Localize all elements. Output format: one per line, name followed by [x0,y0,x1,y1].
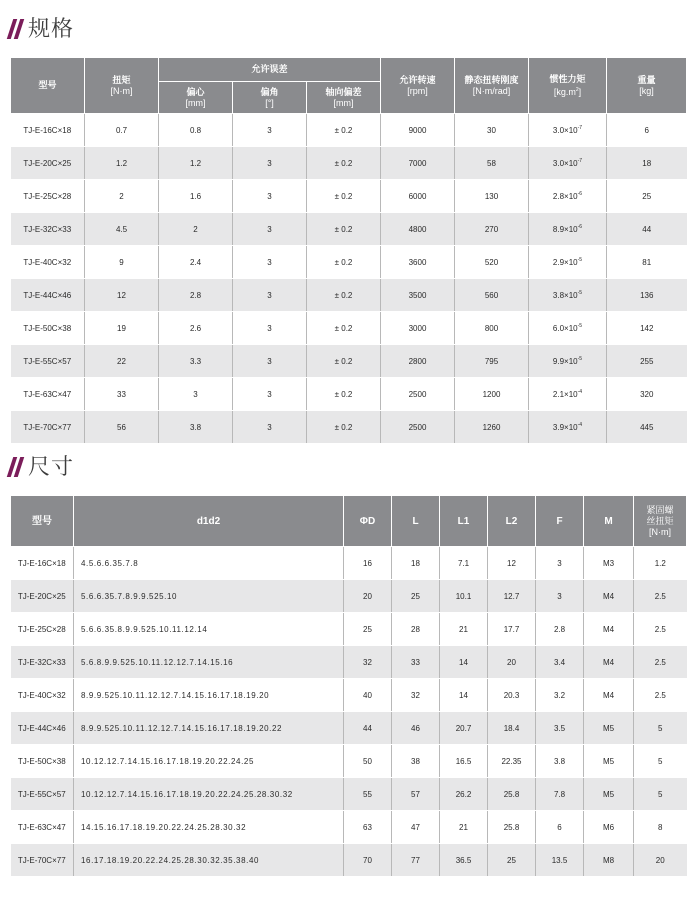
inertia-exponent: -5 [577,257,583,263]
inertia-cell [529,180,607,213]
offset-cell: 2.8 [159,279,233,312]
inertia-cell [529,312,607,345]
weight-cell: 320 [607,378,687,411]
angle-cell: 3 [233,180,307,213]
header-d1d2: d1d2 [74,496,344,547]
model-cell: TJ-E-16C×18 [11,114,85,147]
inertia-cell [529,213,607,246]
f-cell: 3.4 [536,646,584,679]
table-row [11,147,687,180]
offset-cell: 3.3 [159,345,233,378]
header-l1: L1 [440,496,488,547]
f-cell: 6 [536,811,584,844]
length-cell: 18 [392,547,440,580]
angle-cell: 3 [233,114,307,147]
model-cell: TJ-E-70C×77 [11,844,74,877]
f-cell: 3.2 [536,679,584,712]
model-cell: TJ-E-16C×18 [11,547,74,580]
spec-title-text: 规格 [28,17,75,42]
f-cell: 3.8 [536,745,584,778]
weight-cell: 44 [607,213,687,246]
header-l2: L2 [488,496,536,547]
weight-cell: 136 [607,279,687,312]
model-cell: TJ-E-25C×28 [11,180,85,213]
axial-cell: ± 0.2 [307,312,381,345]
length-cell: 77 [392,844,440,877]
stiffness-cell: 520 [455,246,529,279]
inertia-value: 3.0×10 [552,159,578,168]
f-cell: 7.8 [536,778,584,811]
angle-cell: 3 [233,312,307,345]
header-weight: 重量 [kg] [607,58,687,114]
axial-cell: ± 0.2 [307,114,381,147]
axial-cell: ± 0.2 [307,345,381,378]
offset-cell: 2.6 [159,312,233,345]
screw-size-cell: M4 [584,580,634,613]
stiffness-cell: 1260 [455,411,529,444]
stiffness-cell: 800 [455,312,529,345]
weight-cell: 25 [607,180,687,213]
l2-cell: 22.35 [488,745,536,778]
outer-diameter-cell: 32 [344,646,392,679]
model-cell: TJ-E-20C×25 [11,580,74,613]
angle-cell: 3 [233,411,307,444]
bore-sizes-cell: 10.12.12.7.14.15.16.17.18.19.20.22.24.25.28.30.32 [74,778,344,811]
angle-cell: 3 [233,345,307,378]
inertia-exponent: -5 [577,290,583,296]
offset-cell: 2 [159,213,233,246]
l2-cell: 18.4 [488,712,536,745]
l2-cell: 25.8 [488,778,536,811]
angle-cell: 3 [233,213,307,246]
length-cell: 57 [392,778,440,811]
screw-size-cell: M4 [584,646,634,679]
inertia-value: 2.8×10 [552,192,578,201]
header-offset: 偏心 [mm] [159,82,233,114]
stiffness-cell: 270 [455,213,529,246]
dim-section-title [10,450,74,481]
table-row [11,279,687,312]
outer-diameter-cell: 63 [344,811,392,844]
bore-sizes-cell: 8.9.9.525.10.11.12.12.7.14.15.16.17.18.19.20 [74,679,344,712]
torque-cell: 0.7 [85,114,159,147]
length-cell: 28 [392,613,440,646]
f-cell: 3 [536,547,584,580]
l1-cell: 14 [440,679,488,712]
inertia-cell [529,147,607,180]
screw-size-cell: M5 [584,712,634,745]
axial-cell: ± 0.2 [307,180,381,213]
torque-cell: 19 [85,312,159,345]
screw-size-cell: M3 [584,547,634,580]
l1-cell: 21 [440,811,488,844]
model-cell: TJ-E-50C×38 [11,312,85,345]
inertia-exponent: -6 [577,191,583,197]
outer-diameter-cell: 70 [344,844,392,877]
table-row [11,547,687,580]
inertia-exponent: -7 [577,158,583,164]
l1-cell: 10.1 [440,580,488,613]
outer-diameter-cell: 16 [344,547,392,580]
bore-sizes-cell: 8.9.9.525.10.11.12.12.7.14.15.16.17.18.19.20.22 [74,712,344,745]
model-cell: TJ-E-63C×47 [11,378,85,411]
length-cell: 25 [392,580,440,613]
torque-cell: 9 [85,246,159,279]
inertia-value: 8.9×10 [552,225,578,234]
outer-diameter-cell: 50 [344,745,392,778]
header-tightening-torque: 紧固螺 丝扭矩 [N·m] [634,496,687,547]
inertia-cell [529,411,607,444]
offset-cell: 2.4 [159,246,233,279]
table-row [11,646,687,679]
bore-sizes-cell: 16.17.18.19.20.22.24.25.28.30.32.35.38.40 [74,844,344,877]
f-cell: 13.5 [536,844,584,877]
inertia-value: 3.9×10 [552,423,578,432]
torque-cell: 12 [85,279,159,312]
speed-cell: 4800 [381,213,455,246]
tightening-torque-cell: 5 [634,778,687,811]
weight-cell: 18 [607,147,687,180]
model-cell: TJ-E-55C×57 [11,345,85,378]
l2-cell: 25 [488,844,536,877]
offset-cell: 3 [159,378,233,411]
table-row [11,745,687,778]
l1-cell: 20.7 [440,712,488,745]
model-cell: TJ-E-40C×32 [11,679,74,712]
weight-cell: 142 [607,312,687,345]
bore-sizes-cell: 5.6.6.35.7.8.9.9.525.10 [74,580,344,613]
inertia-value: 2.1×10 [552,390,578,399]
axial-cell: ± 0.2 [307,246,381,279]
spec-table [10,57,687,444]
header-inertia: 惯性力矩 $[kg.m^2]$ [529,58,607,114]
model-cell: TJ-E-50C×38 [11,745,74,778]
model-cell: TJ-E-44C×46 [11,279,85,312]
screw-size-cell: M8 [584,844,634,877]
header-model: 型号 [11,58,85,114]
table-row [11,778,687,811]
outer-diameter-cell: 25 [344,613,392,646]
header-axial: 轴向偏差 [mm] [307,82,381,114]
l2-cell: 12.7 [488,580,536,613]
inertia-exponent: -7 [577,125,583,131]
screw-size-cell: M6 [584,811,634,844]
speed-cell: 2500 [381,411,455,444]
header-angle: 偏角 [°] [233,82,307,114]
inertia-exponent: -4 [577,422,583,428]
model-cell: TJ-E-32C×33 [11,646,74,679]
header-misalignment: 允许误差 [159,58,381,82]
table-row [11,411,687,444]
f-cell: 3 [536,580,584,613]
torque-cell: 4.5 [85,213,159,246]
inertia-cell [529,378,607,411]
speed-cell: 3500 [381,279,455,312]
l2-cell: 25.8 [488,811,536,844]
torque-cell: 33 [85,378,159,411]
header-speed: 允许转速 [rpm] [381,58,455,114]
speed-cell: 2800 [381,345,455,378]
model-cell: TJ-E-44C×46 [11,712,74,745]
section-marker-icon [10,19,21,39]
table-row [11,580,687,613]
axial-cell: ± 0.2 [307,147,381,180]
inertia-value: 3.8×10 [552,291,578,300]
inertia-cell [529,279,607,312]
inertia-value: 6.0×10 [552,324,578,333]
f-cell: 3.5 [536,712,584,745]
inertia-exponent: -4 [577,389,583,395]
l1-cell: 26.2 [440,778,488,811]
l1-cell: 36.5 [440,844,488,877]
offset-cell: 1.6 [159,180,233,213]
inertia-cell [529,114,607,147]
weight-cell: 445 [607,411,687,444]
l2-cell: 20 [488,646,536,679]
l2-cell: 20.3 [488,679,536,712]
bore-sizes-cell: 4.5.6.6.35.7.8 [74,547,344,580]
length-cell: 33 [392,646,440,679]
tightening-torque-cell: 2.5 [634,646,687,679]
tightening-torque-cell: 1.2 [634,547,687,580]
outer-diameter-cell: 40 [344,679,392,712]
outer-diameter-cell: 20 [344,580,392,613]
screw-size-cell: M4 [584,679,634,712]
header-torque: 扭矩 [N·m] [85,58,159,114]
axial-cell: ± 0.2 [307,411,381,444]
table-row [11,378,687,411]
model-cell: TJ-E-55C×57 [11,778,74,811]
angle-cell: 3 [233,147,307,180]
bore-sizes-cell: 5.6.8.9.9.525.10.11.12.12.7.14.15.16 [74,646,344,679]
table-row [11,712,687,745]
speed-cell: 3600 [381,246,455,279]
model-cell: TJ-E-70C×77 [11,411,85,444]
inertia-exponent: -5 [577,323,583,329]
stiffness-cell: 130 [455,180,529,213]
axial-cell: ± 0.2 [307,213,381,246]
header-model: 型号 [11,496,74,547]
header-phid: ΦD [344,496,392,547]
l2-cell: 17.7 [488,613,536,646]
tightening-torque-cell: 5 [634,745,687,778]
table-row [11,213,687,246]
tightening-torque-cell: 5 [634,712,687,745]
spec-section-title [10,12,74,43]
offset-cell: 0.8 [159,114,233,147]
speed-cell: 6000 [381,180,455,213]
l1-cell: 7.1 [440,547,488,580]
torque-cell: 2 [85,180,159,213]
angle-cell: 3 [233,246,307,279]
outer-diameter-cell: 44 [344,712,392,745]
header-l: L [392,496,440,547]
inertia-exponent: -5 [577,356,583,362]
weight-cell: 6 [607,114,687,147]
tightening-torque-cell: 2.5 [634,613,687,646]
table-row [11,811,687,844]
l1-cell: 14 [440,646,488,679]
speed-cell: 9000 [381,114,455,147]
inertia-exponent: -6 [577,224,583,230]
tightening-torque-cell: 20 [634,844,687,877]
speed-cell: 2500 [381,378,455,411]
screw-size-cell: M5 [584,745,634,778]
table-row [11,180,687,213]
l1-cell: 16.5 [440,745,488,778]
model-cell: TJ-E-25C×28 [11,613,74,646]
stiffness-cell: 30 [455,114,529,147]
stiffness-cell: 560 [455,279,529,312]
table-row [11,345,687,378]
table-row [11,844,687,877]
bore-sizes-cell: 5.6.6.35.8.9.9.525.10.11.12.14 [74,613,344,646]
torque-cell: 22 [85,345,159,378]
screw-size-cell: M4 [584,613,634,646]
tightening-torque-cell: 2.5 [634,580,687,613]
model-cell: TJ-E-32C×33 [11,213,85,246]
length-cell: 47 [392,811,440,844]
header-f: F [536,496,584,547]
length-cell: 38 [392,745,440,778]
f-cell: 2.8 [536,613,584,646]
l1-cell: 21 [440,613,488,646]
inertia-value: 9.9×10 [552,357,578,366]
screw-size-cell: M5 [584,778,634,811]
tightening-torque-cell: 2.5 [634,679,687,712]
length-cell: 32 [392,679,440,712]
outer-diameter-cell: 55 [344,778,392,811]
torque-cell: 56 [85,411,159,444]
weight-cell: 255 [607,345,687,378]
axial-cell: ± 0.2 [307,279,381,312]
model-cell: TJ-E-20C×25 [11,147,85,180]
dimension-table [10,495,687,877]
angle-cell: 3 [233,378,307,411]
table-row [11,246,687,279]
stiffness-cell: 58 [455,147,529,180]
l2-cell: 12 [488,547,536,580]
axial-cell: ± 0.2 [307,378,381,411]
offset-cell: 1.2 [159,147,233,180]
torque-cell: 1.2 [85,147,159,180]
model-cell: TJ-E-63C×47 [11,811,74,844]
inertia-value: 2.9×10 [552,258,578,267]
inertia-cell [529,345,607,378]
table-row [11,114,687,147]
tightening-torque-cell: 8 [634,811,687,844]
length-cell: 46 [392,712,440,745]
header-m: M [584,496,634,547]
angle-cell: 3 [233,279,307,312]
speed-cell: 7000 [381,147,455,180]
table-row [11,312,687,345]
section-marker-icon [10,457,21,477]
header-stiffness: 静态扭转刚度 [N·m/rad] [455,58,529,114]
stiffness-cell: 795 [455,345,529,378]
weight-cell: 81 [607,246,687,279]
dim-title-text: 尺寸 [28,455,75,480]
offset-cell: 3.8 [159,411,233,444]
table-row [11,679,687,712]
model-cell: TJ-E-40C×32 [11,246,85,279]
bore-sizes-cell: 14.15.16.17.18.19.20.22.24.25.28.30.32 [74,811,344,844]
speed-cell: 3000 [381,312,455,345]
inertia-value: 3.0×10 [552,126,578,135]
bore-sizes-cell: 10.12.12.7.14.15.16.17.18.19.20.22.24.25 [74,745,344,778]
inertia-cell [529,246,607,279]
stiffness-cell: 1200 [455,378,529,411]
table-row [11,613,687,646]
